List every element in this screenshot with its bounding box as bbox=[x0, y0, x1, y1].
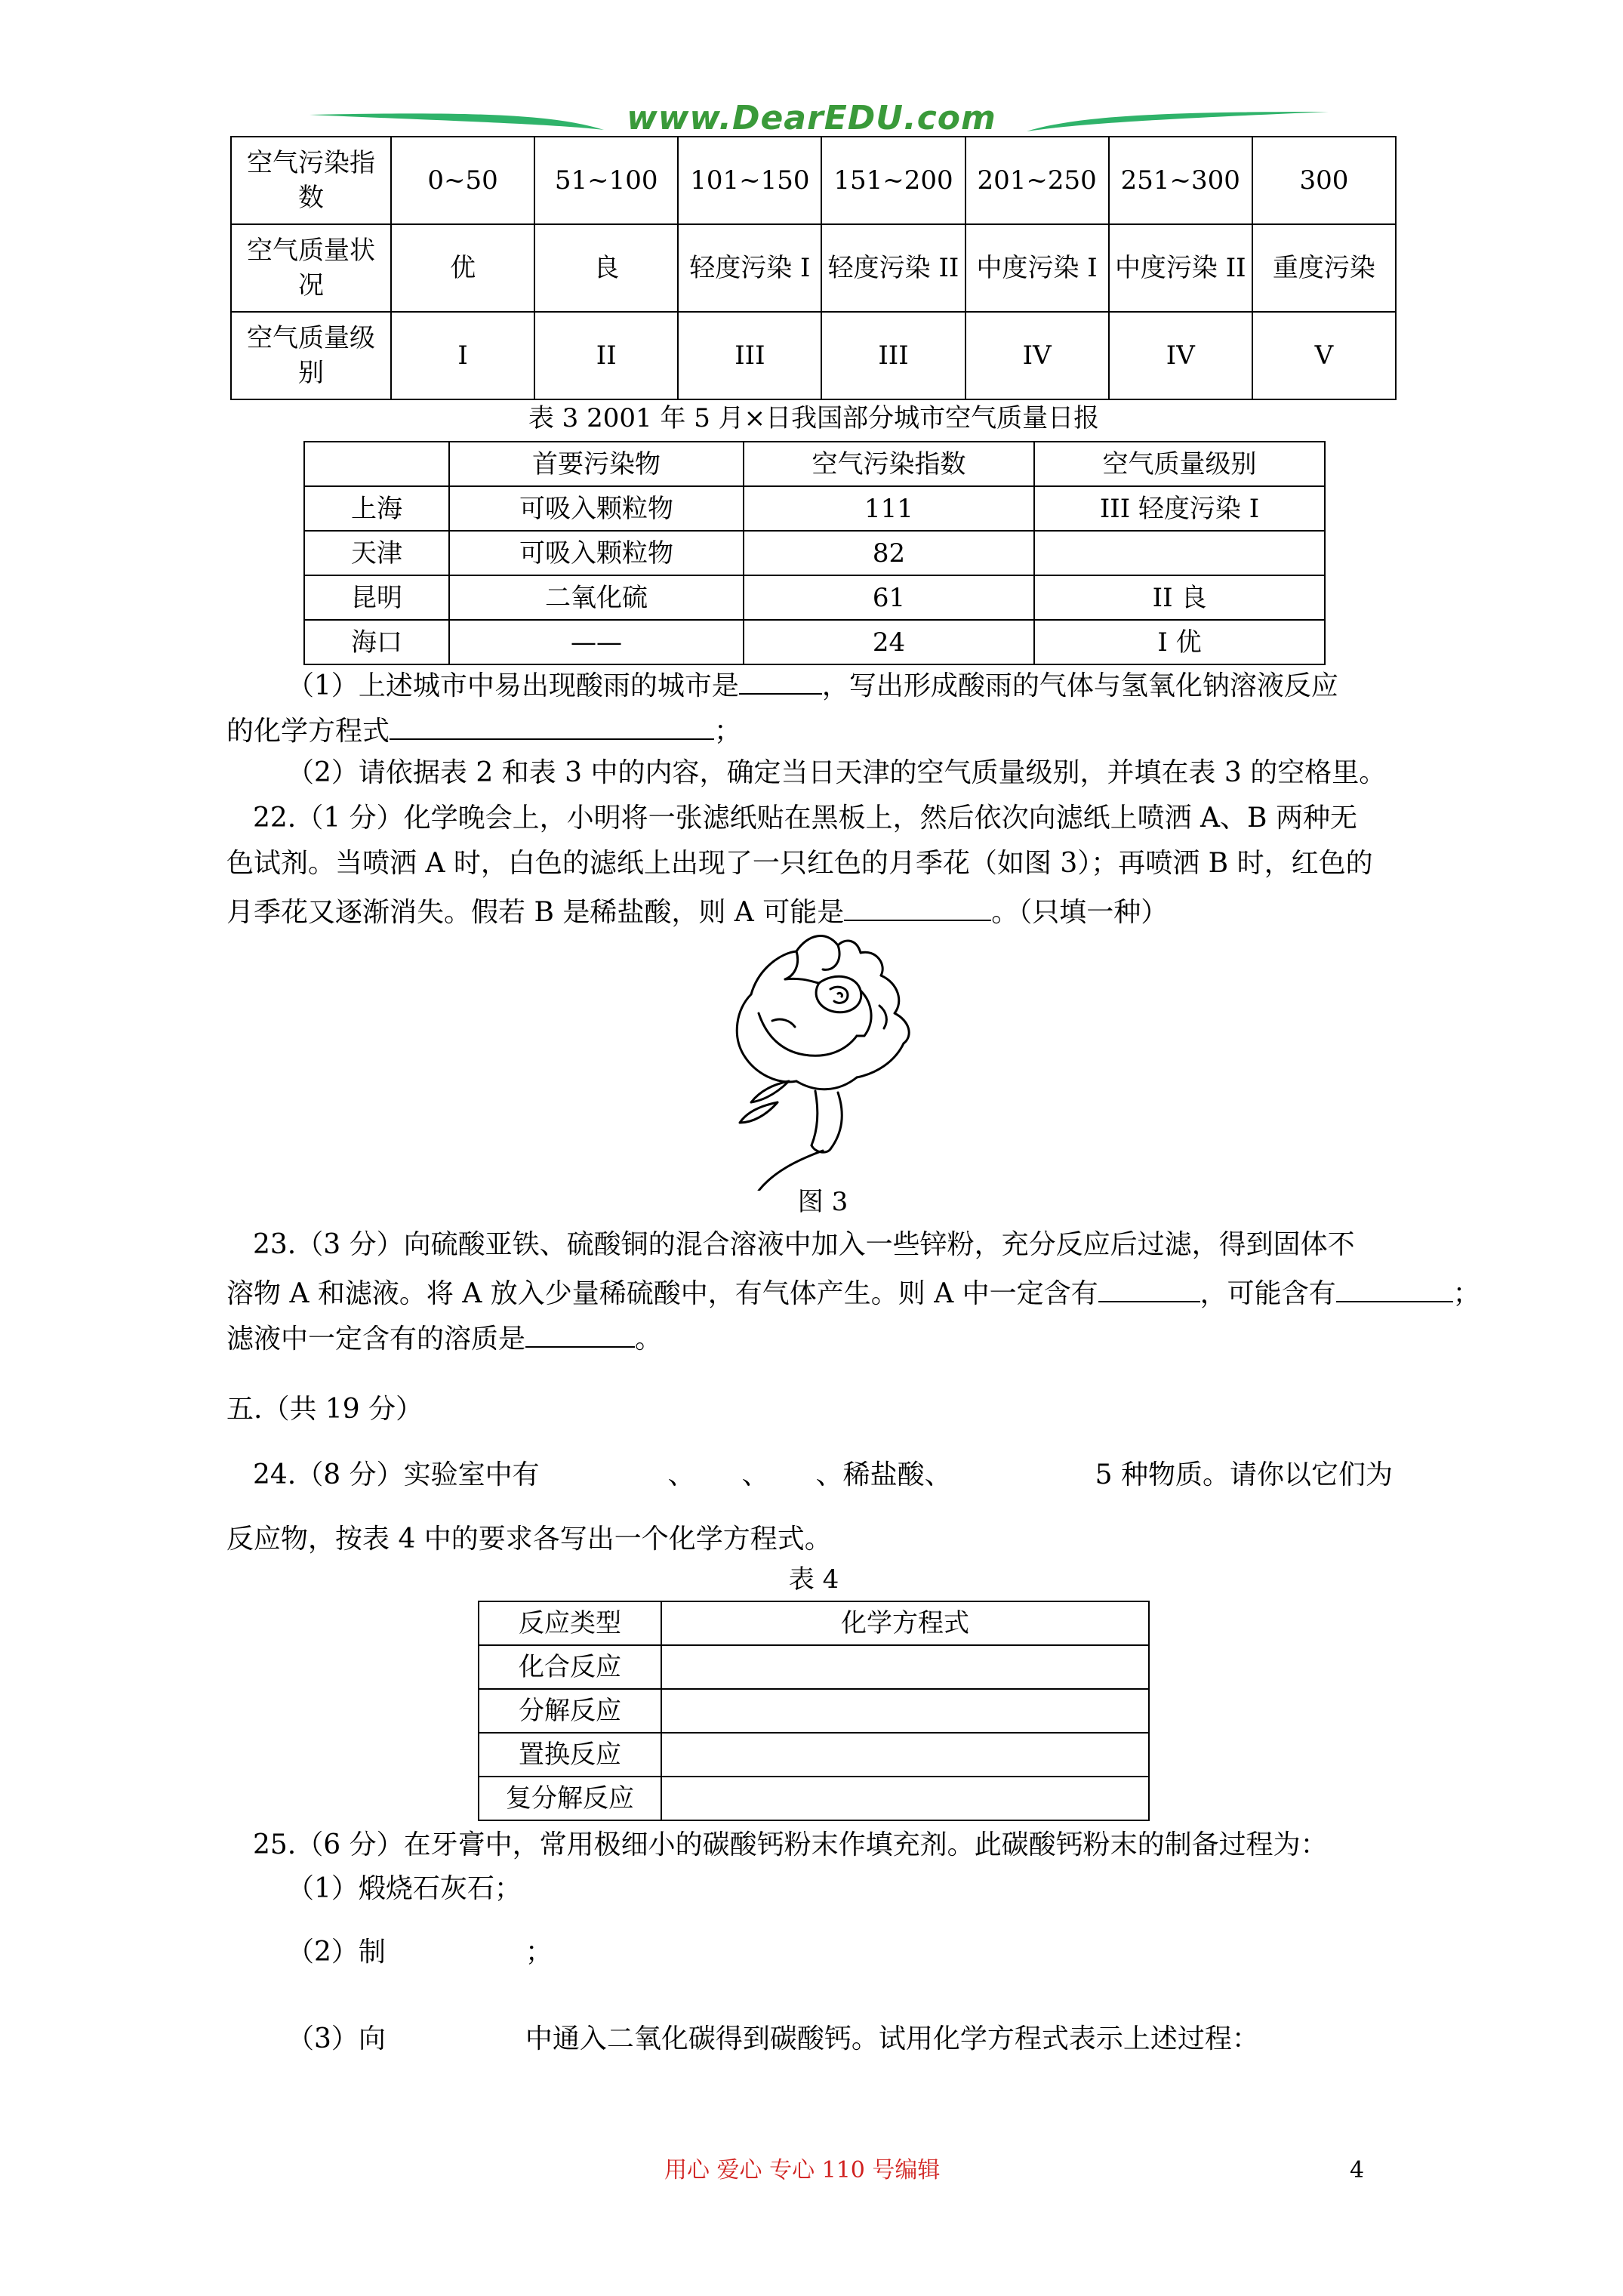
table-cell: 82 bbox=[744, 531, 1034, 575]
table-row-label: 空气污染指数 bbox=[231, 137, 391, 224]
equation-answer-cell[interactable] bbox=[661, 1689, 1149, 1733]
q22-line1: 22.（1 分）化学晚会上，小明将一张滤纸贴在黑板上，然后依次向滤纸上喷洒 A、B 两种无 bbox=[253, 803, 1357, 834]
q22-reagent-a-blank[interactable] bbox=[844, 891, 991, 921]
table-cell: 海口 bbox=[304, 620, 449, 664]
table-row bbox=[304, 575, 1325, 620]
q25-step2: （2）制 ； bbox=[287, 1937, 553, 1968]
table-row bbox=[304, 531, 1325, 575]
table-cell: 24 bbox=[744, 620, 1034, 664]
table-cell: 300 bbox=[1252, 137, 1396, 224]
table-cell: 良 bbox=[534, 224, 678, 312]
table3-caption: 表 3 2001 年 5 月×日我国部分城市空气质量日报 bbox=[528, 403, 1100, 433]
table-cell: 111 bbox=[744, 486, 1034, 531]
section5-title: 五.（共 19 分） bbox=[226, 1394, 423, 1425]
table-cell: II bbox=[534, 312, 678, 399]
table-header-cell: 首要污染物 bbox=[449, 442, 744, 486]
q21-part2: （2）请依据表 2 和表 3 中的内容，确定当日天津的空气质量级别，并填在表 3 的空格里。 bbox=[287, 757, 1387, 788]
table-cell: 中度污染 II bbox=[1109, 224, 1252, 312]
table-cell: 中度污染 I bbox=[965, 224, 1109, 312]
reaction-type-table bbox=[478, 1601, 1150, 1821]
q24-line1: 24.（8 分）实验室中有 、 、 、稀盐酸、 5 种物质。请你以它们为 bbox=[253, 1459, 1394, 1490]
table-cell: V bbox=[1252, 312, 1396, 399]
table-cell: 昆明 bbox=[304, 575, 449, 620]
table-cell: 可吸入颗粒物 bbox=[449, 486, 744, 531]
table-cell: III 轻度污染 I bbox=[1034, 486, 1325, 531]
table-cell: 轻度污染 II bbox=[821, 224, 965, 312]
equation-answer-cell[interactable] bbox=[661, 1733, 1149, 1777]
footer-text: 用心 爱心 专心 110 号编辑 bbox=[664, 2157, 941, 2184]
table-header-cell bbox=[304, 442, 449, 486]
table-cell: 151~200 bbox=[821, 137, 965, 224]
air-quality-index-table bbox=[230, 136, 1397, 400]
city-air-quality-table bbox=[303, 441, 1326, 665]
table-cell: 天津 bbox=[304, 531, 449, 575]
q21-part1-line2: 的化学方程式 ； bbox=[226, 710, 741, 750]
table-cell: I 优 bbox=[1034, 620, 1325, 664]
table-cell: 61 bbox=[744, 575, 1034, 620]
table-cell: 0~50 bbox=[391, 137, 534, 224]
q23-solute-blank[interactable] bbox=[525, 1318, 635, 1348]
table-cell: III bbox=[678, 312, 821, 399]
equation-answer-cell[interactable] bbox=[661, 1645, 1149, 1689]
q22-line3: 月季花又逐渐消失。假若 B 是稀盐酸，则 A 可能是 。（只填一种） bbox=[226, 891, 1168, 931]
table-header-cell: 空气质量级别 bbox=[1034, 442, 1325, 486]
table-header-row bbox=[479, 1601, 1149, 1645]
table4-caption: 表 4 bbox=[788, 1564, 839, 1595]
table-header-row bbox=[304, 442, 1325, 486]
page-number: 4 bbox=[1350, 2157, 1365, 2184]
table-cell: III bbox=[821, 312, 965, 399]
equation-answer-cell[interactable] bbox=[661, 1777, 1149, 1820]
table-row-label: 空气质量级别 bbox=[231, 312, 391, 399]
q23-line1: 23.（3 分）向硫酸亚铁、硫酸铜的混合溶液中加入一些锌粉，充分反应后过滤，得到固体不 bbox=[253, 1229, 1355, 1260]
header-logo-text: www.DearEDU.com bbox=[627, 99, 996, 137]
table-cell: IV bbox=[1109, 312, 1252, 399]
table-cell: 优 bbox=[391, 224, 534, 312]
table-row bbox=[304, 486, 1325, 531]
q21-part1-line1: （1）上述城市中易出现酸雨的城市是 ，写出形成酸雨的气体与氢氧化钠溶液反应 bbox=[287, 664, 1338, 704]
table-cell: 分解反应 bbox=[479, 1689, 661, 1733]
table-row-label: 空气质量状况 bbox=[231, 224, 391, 312]
tianjin-level-blank-cell[interactable] bbox=[1034, 531, 1325, 575]
q21-equation-blank[interactable] bbox=[390, 710, 714, 740]
table-cell: 可吸入颗粒物 bbox=[449, 531, 744, 575]
table-cell: 上海 bbox=[304, 486, 449, 531]
table-header-cell: 化学方程式 bbox=[661, 1601, 1149, 1645]
q21-acid-rain-city-blank[interactable] bbox=[739, 664, 822, 695]
table-row bbox=[479, 1689, 1149, 1733]
table-row bbox=[231, 137, 1396, 224]
table-cell: 置换反应 bbox=[479, 1733, 661, 1777]
table-header-cell: 空气污染指数 bbox=[744, 442, 1034, 486]
table-row bbox=[479, 1645, 1149, 1689]
figure3-caption: 图 3 bbox=[797, 1187, 848, 1217]
table-row bbox=[479, 1777, 1149, 1820]
table-cell: 101~150 bbox=[678, 137, 821, 224]
table-cell: 重度污染 bbox=[1252, 224, 1396, 312]
q25-line1: 25.（6 分）在牙膏中，常用极细小的碳酸钙粉末作填充剂。此碳酸钙粉末的制备过程为： bbox=[253, 1829, 1328, 1860]
q23-line3: 滤液中一定含有的溶质是 。 bbox=[226, 1318, 662, 1358]
table-cell: 51~100 bbox=[534, 137, 678, 224]
table-cell: 轻度污染 I bbox=[678, 224, 821, 312]
table-cell: —— bbox=[449, 620, 744, 664]
q25-step3: （3）向 中通入二氧化碳得到碳酸钙。试用化学方程式表示上述过程： bbox=[287, 2023, 1259, 2054]
table-cell: 复分解反应 bbox=[479, 1777, 661, 1820]
q25-step1: （1）煅烧石灰石； bbox=[287, 1873, 522, 1904]
table-row bbox=[231, 224, 1396, 312]
table-cell: 251~300 bbox=[1109, 137, 1252, 224]
table-row bbox=[304, 620, 1325, 664]
table-row bbox=[231, 312, 1396, 399]
table-cell: I bbox=[391, 312, 534, 399]
table-cell: 化合反应 bbox=[479, 1645, 661, 1689]
q23-definite-solid-blank[interactable] bbox=[1098, 1272, 1200, 1302]
q23-possible-solid-blank[interactable] bbox=[1336, 1272, 1453, 1302]
q23-line2: 溶物 A 和滤液。将 A 放入少量稀硫酸中，有气体产生。则 A 中一定含有 ，可能含有 ； bbox=[226, 1272, 1480, 1312]
table-cell: 二氧化硫 bbox=[449, 575, 744, 620]
q24-line2: 反应物，按表 4 中的要求各写出一个化学方程式。 bbox=[226, 1524, 832, 1555]
table-row bbox=[479, 1733, 1149, 1777]
table-header-cell: 反应类型 bbox=[479, 1601, 661, 1645]
rose-figure-illustration bbox=[706, 930, 932, 1191]
q22-line2: 色试剂。当喷洒 A 时，白色的滤纸上出现了一只红色的月季花（如图 3）；再喷洒 B 时，红色的 bbox=[226, 848, 1373, 879]
table-cell: IV bbox=[965, 312, 1109, 399]
table-cell: 201~250 bbox=[965, 137, 1109, 224]
table-cell: II 良 bbox=[1034, 575, 1325, 620]
